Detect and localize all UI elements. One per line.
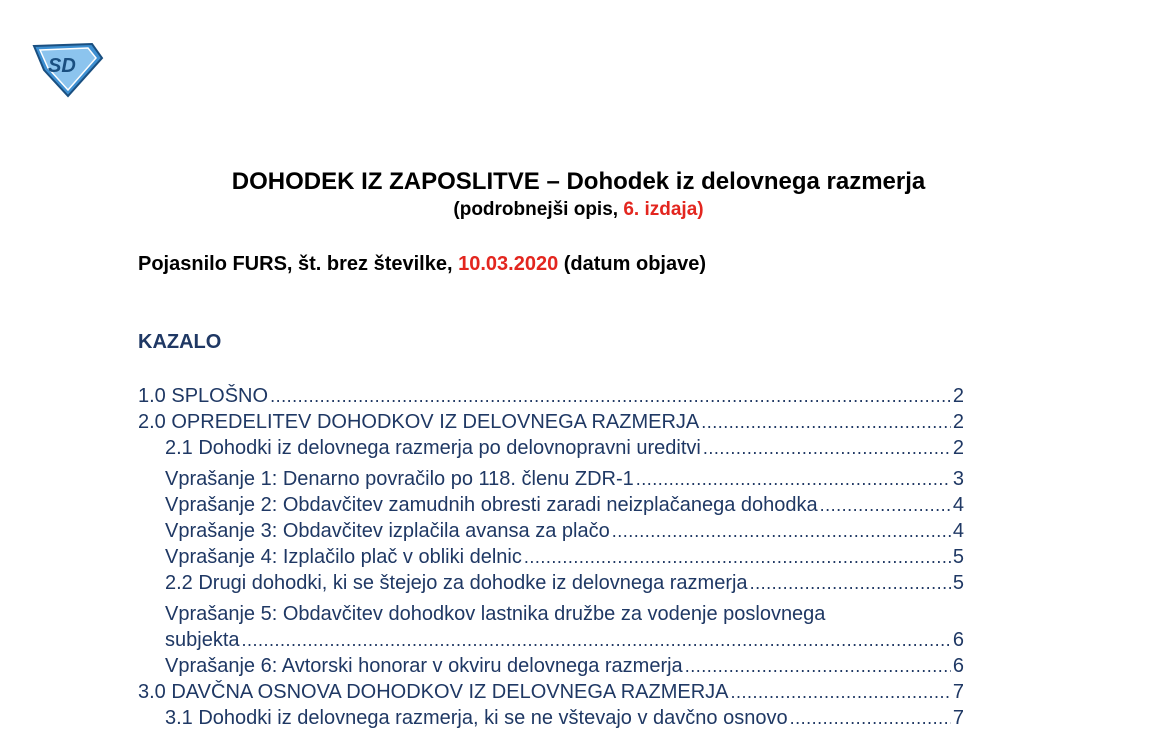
dot-leader bbox=[701, 409, 951, 435]
notice-suffix: (datum objave) bbox=[558, 253, 707, 275]
toc-page-number: 2 bbox=[952, 385, 964, 407]
toc-entry[interactable] bbox=[165, 570, 964, 596]
toc-entry-title: 2.2 Drugi dohodki, ki se štejejo za dohodke iz delovnega razmerja bbox=[165, 572, 748, 594]
toc-entry[interactable] bbox=[138, 409, 964, 435]
svg-text:SD: SD bbox=[48, 55, 76, 77]
toc-page-number: 7 bbox=[952, 707, 964, 729]
toc-entry-title: 2.1 Dohodki iz delovnega razmerja po delovnopravni ureditvi bbox=[165, 437, 701, 459]
toc-page-number: 6 bbox=[952, 629, 964, 651]
toc-page-number: 6 bbox=[952, 655, 964, 677]
toc-page-number: 7 bbox=[952, 681, 964, 703]
toc-entry-title: Vprašanje 3: Obdavčitev izplačila avansa za plačo bbox=[165, 520, 610, 542]
toc-entry[interactable] bbox=[165, 518, 964, 544]
toc-entry-title: 1.0 SPLOŠNO bbox=[138, 385, 269, 407]
dot-leader bbox=[750, 570, 951, 596]
dot-leader bbox=[242, 627, 951, 653]
toc-page-number: 5 bbox=[952, 572, 964, 594]
toc-page-number: 4 bbox=[952, 494, 964, 516]
dot-leader bbox=[270, 383, 951, 409]
toc-entry[interactable] bbox=[165, 435, 964, 461]
document-title: DOHODEK IZ ZAPOSLITVE – Dohodek iz delovnega razmerja bbox=[231, 168, 926, 195]
toc-page-number: 2 bbox=[952, 437, 964, 459]
toc-entry-title: Vprašanje 2: Obdavčitev zamudnih obresti zaradi neizplačanega dohodka bbox=[165, 494, 818, 516]
toc-entry[interactable] bbox=[165, 705, 964, 731]
toc-entry-title: Vprašanje 6: Avtorski honorar v okviru delovnega razmerja bbox=[165, 655, 683, 677]
toc-entry-title: 3.1 Dohodki iz delovnega razmerja, ki se ne vštevajo v davčno osnovo bbox=[165, 707, 788, 729]
subtitle-text: (podrobnejši opis, bbox=[453, 199, 624, 220]
dot-leader bbox=[790, 705, 951, 731]
toc-page-number: 3 bbox=[952, 468, 964, 490]
toc-entry-title: 2.0 OPREDELITEV DOHODKOV IZ DELOVNEGA RAZMERJA bbox=[138, 411, 700, 433]
toc-entry[interactable] bbox=[165, 466, 964, 492]
document-subtitle bbox=[0, 199, 1157, 221]
toc-entry-title: Vprašanje 1: Denarno povračilo po 118. členu ZDR-1 bbox=[165, 468, 634, 490]
dot-leader bbox=[636, 466, 951, 492]
toc-entry-title: Vprašanje 4: Izplačilo plač v obliki delnic bbox=[165, 546, 522, 568]
edition-number: 6. izdaja) bbox=[623, 199, 704, 220]
notice-prefix: Pojasnilo FURS, št. brez številke, bbox=[138, 253, 459, 275]
toc-entry[interactable] bbox=[165, 544, 964, 570]
toc-entry-title-continued: subjekta bbox=[165, 629, 240, 651]
toc-page-number: 5 bbox=[952, 546, 964, 568]
publication-date: 10.03.2020 bbox=[458, 253, 559, 275]
dot-leader bbox=[524, 544, 951, 570]
toc-heading: KAZALO bbox=[138, 331, 222, 353]
table-of-contents bbox=[138, 383, 964, 731]
company-logo bbox=[30, 40, 104, 100]
toc-entry[interactable] bbox=[165, 653, 964, 679]
toc-entry[interactable] bbox=[165, 601, 964, 653]
toc-entry[interactable] bbox=[138, 383, 964, 409]
toc-entry-title: 3.0 DAVČNA OSNOVA DOHODKOV IZ DELOVNEGA RAZMERJA bbox=[138, 681, 729, 703]
toc-page-number: 4 bbox=[952, 520, 964, 542]
toc-entry-title: Vprašanje 5: Obdavčitev dohodkov lastnika družbe za vodenje poslovnega bbox=[165, 603, 826, 625]
dot-leader bbox=[612, 518, 951, 544]
toc-entry[interactable] bbox=[138, 679, 964, 705]
furs-notice bbox=[138, 253, 706, 276]
toc-page-number: 2 bbox=[952, 411, 964, 433]
dot-leader bbox=[820, 492, 951, 518]
toc-entry[interactable] bbox=[165, 492, 964, 518]
dot-leader bbox=[703, 435, 951, 461]
dot-leader bbox=[731, 679, 951, 705]
dot-leader bbox=[685, 653, 951, 679]
